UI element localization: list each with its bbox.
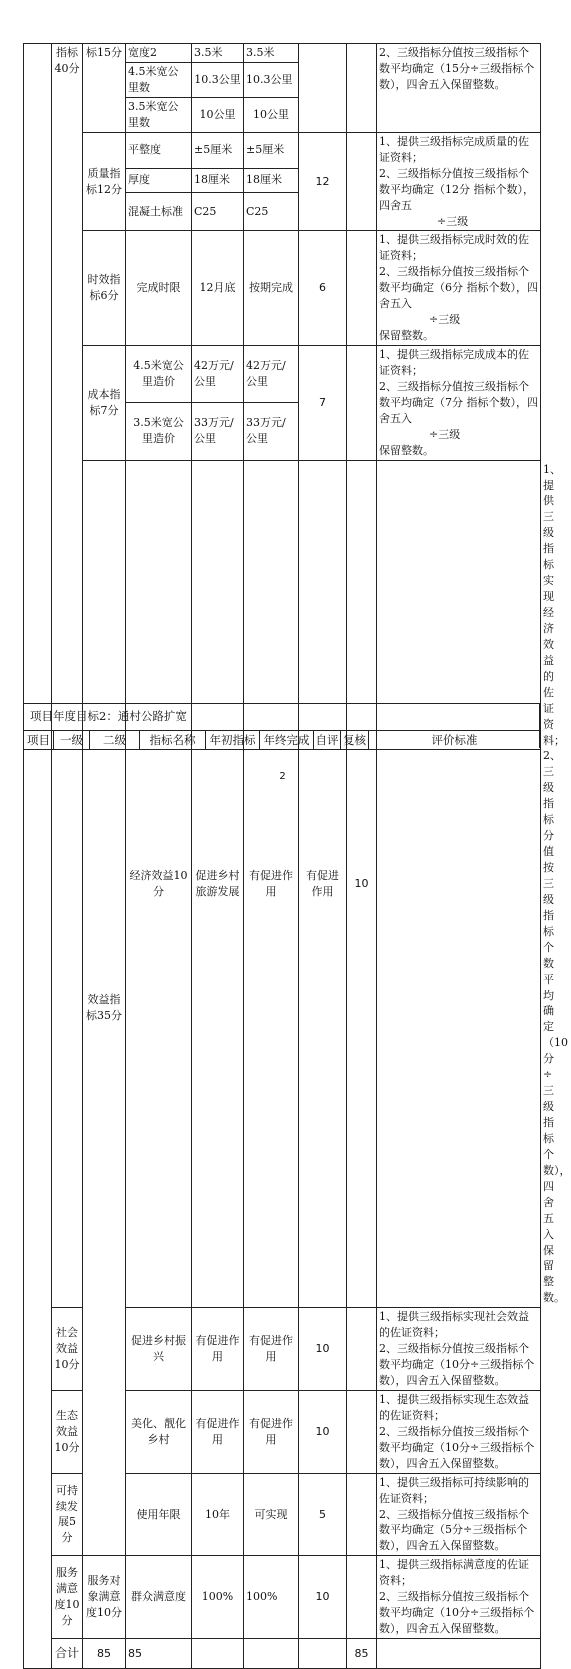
- level2-cell: 服务对象满意度10分: [83, 1556, 126, 1639]
- target-cell: 有促进作用: [244, 460, 299, 1308]
- criteria-line: 2、三级指标分值按三级指标个数平均确定（10分÷三级指标个数），四舍五入保留整数。: [379, 1424, 535, 1470]
- metric-cell: 宽度2: [126, 44, 192, 63]
- selfeval-cell: 6: [299, 231, 347, 346]
- header-row: [24, 731, 541, 750]
- target-cell: 有促进作用: [192, 1308, 244, 1391]
- criteria-line: 1、提供三级指标完成成本的佐证资料；: [379, 348, 529, 377]
- actual-cell: 可实现: [244, 1473, 299, 1556]
- total-score: 85: [347, 1639, 377, 1669]
- criteria-line: 2、三级指标分值按三级指标个数平均确定（7分 指标个数），四舍五入: [379, 379, 538, 425]
- actual-cell: ±5厘米: [244, 132, 299, 168]
- metric-cell: 促进乡村旅游发展: [192, 460, 244, 1308]
- target-cell: 42万元/公里: [192, 346, 244, 403]
- table-row: [24, 132, 541, 168]
- level1-service-cell: 服务满意度10分: [52, 1556, 83, 1639]
- metric-cell: 3.5米宽公里数: [126, 97, 192, 132]
- selfeval-cell: [299, 44, 347, 133]
- header-actual: 年终完成: [260, 731, 314, 750]
- actual-cell: 10.3公里: [244, 62, 299, 97]
- metric-cell: 4.5米宽公里数: [126, 62, 192, 97]
- table-row: [24, 231, 541, 346]
- criteria-line: 1、提供三级指标实现社会效益的佐证资料；: [379, 1310, 529, 1340]
- review-cell: [347, 1308, 377, 1391]
- total-label: 合计: [52, 1639, 83, 1669]
- criteria-line: 1、提供三级指标满意度的佐证资料；: [379, 1558, 529, 1588]
- target-cell: 12月底: [192, 231, 244, 346]
- total-level2: 85: [126, 1639, 192, 1669]
- metric-cell: 厚度: [126, 168, 192, 192]
- actual-cell: 18厘米: [244, 168, 299, 192]
- header-level1: 一级: [54, 731, 90, 750]
- metric-cell: 使用年限: [126, 1473, 192, 1556]
- level2-cell: 成本指标7分: [83, 346, 126, 461]
- table-row: [24, 346, 541, 403]
- selfeval-cell: 7: [299, 346, 347, 461]
- level2-cell: 生态效益10分: [52, 1390, 83, 1473]
- table-row: [24, 1556, 541, 1639]
- table-row: 效益指标35分 经济效益10分 促进乡村旅游发展 有促进作用 有促进作用 10 1、提供三级指标实现经济效益的佐证资料； 2、三级指标分值按三级指标个数平均确定（10分÷三级指标个数），四舍五入保留整数。: [24, 460, 541, 1308]
- empty-cell: [377, 1639, 541, 1669]
- criteria-line: 1、提供三级指标可持续影响的佐证资料；: [379, 1475, 529, 1505]
- criteria-cell: [377, 231, 541, 346]
- header-level2: 二级: [90, 731, 140, 750]
- criteria-cell: [377, 346, 541, 461]
- selfeval-cell: 5: [299, 1473, 347, 1556]
- actual-cell: 10公里: [244, 97, 299, 132]
- actual-cell: 100%: [244, 1556, 299, 1639]
- review-cell: [347, 132, 377, 231]
- criteria-line: ÷三级: [429, 313, 461, 327]
- level2-cell: 质量指标12分: [83, 132, 126, 231]
- review-cell: [347, 1556, 377, 1639]
- metric-cell: 4.5米宽公里造价: [126, 346, 192, 403]
- empty-cell: [192, 1639, 244, 1669]
- selfeval-cell: 10: [299, 1556, 347, 1639]
- header-metric: 指标名称: [140, 731, 206, 750]
- criteria-line: ÷三级: [429, 427, 461, 441]
- selfeval-cell: 10: [299, 1308, 347, 1391]
- actual-cell: 3.5米: [244, 44, 299, 63]
- criteria-line: 1、提供三级指标实现生态效益的佐证资料；: [379, 1392, 529, 1422]
- review-cell: [377, 460, 541, 1308]
- actual-cell: 有促进作用: [244, 1308, 299, 1391]
- actual-cell: 有促进作用: [299, 460, 347, 1308]
- selfeval-cell: 10: [299, 1390, 347, 1473]
- selfeval-cell: 10: [347, 460, 377, 1308]
- target-cell: 10公里: [192, 97, 244, 132]
- criteria-cell: [377, 1390, 541, 1473]
- target-cell: 有促进作用: [192, 1390, 244, 1473]
- criteria-line: 2、三级指标分值按三级指标个数平均确定（5分÷三级指标个数），四舍五入保留整数。: [379, 1507, 529, 1553]
- review-cell: [347, 1390, 377, 1473]
- criteria-cell: [377, 44, 541, 133]
- criteria-line: 2、三级指标分值按三级指标个数平均确定（15分÷三级指标个数），四舍五入保留整数。: [379, 46, 535, 91]
- goal2-header-table: [23, 730, 541, 750]
- criteria-cell: [377, 1473, 541, 1556]
- metric-cell: 促进乡村振兴: [126, 1308, 192, 1391]
- level1-benefit-cell: 效益指标35分: [83, 460, 126, 1556]
- header-selfeval: 自评: [314, 731, 341, 750]
- header-project: 项目: [24, 731, 54, 750]
- criteria-cell: [377, 1308, 541, 1391]
- target-cell: 10.3公里: [192, 62, 244, 97]
- criteria-line: 1、提供三级指标完成质量的佐证资料；: [379, 134, 529, 164]
- target-cell: 3.5米: [192, 44, 244, 63]
- criteria-line: 2、三级指标分值按三级指标个数平均确定（6分 指标个数），四舍五入: [379, 265, 538, 311]
- selfeval-cell: 12: [299, 132, 347, 231]
- target-cell: ±5厘米: [192, 132, 244, 168]
- actual-cell: 33万元/公里: [244, 403, 299, 460]
- criteria-cell: [377, 1556, 541, 1639]
- actual-cell: 按期完成: [244, 231, 299, 346]
- review-cell: [347, 44, 377, 133]
- review-cell: [347, 346, 377, 461]
- empty-cell: [244, 1639, 299, 1669]
- page-number: 2: [279, 771, 286, 782]
- criteria-line: 2、三级指标分值按三级指标个数平均确定（12分 指标个数），四舍五: [379, 166, 534, 212]
- metric-cell: 混凝土标准: [126, 192, 192, 231]
- empty-cell: [299, 1639, 347, 1669]
- level2-cell: 可持续发展5分: [52, 1473, 83, 1556]
- actual-cell: 42万元/公里: [244, 346, 299, 403]
- total-row: [24, 1639, 541, 1669]
- target-cell: 100%: [192, 1556, 244, 1639]
- criteria-line: 保留整数。: [379, 443, 434, 457]
- level2-cell: 经济效益10分: [126, 460, 192, 1308]
- criteria-line: ÷三级: [437, 214, 469, 228]
- target-cell: 33万元/公里: [192, 403, 244, 460]
- criteria-cell: [377, 132, 541, 231]
- header-criteria: 评价标准: [369, 731, 541, 750]
- criteria-line: 2、三级指标分值按三级指标个数平均确定（10分÷三级指标个数），四舍五入保留整数。: [379, 1342, 535, 1387]
- level2-cell: 时效指标6分: [83, 231, 126, 346]
- level2-cell: 标15分: [83, 44, 126, 133]
- header-target: 年初指标: [206, 731, 260, 750]
- criteria-line: 1、提供三级指标完成时效的佐证资料；: [379, 233, 529, 263]
- actual-cell: 有促进作用: [244, 1390, 299, 1473]
- goal2-title: 项目年度目标2：通村公路扩宽: [30, 709, 187, 723]
- total-level1: 85: [83, 1639, 126, 1669]
- criteria-line: 2、三级指标分值按三级指标个数平均确定（10分÷三级指标个数），四舍五入保留整数。: [379, 1590, 535, 1636]
- metric-cell: 3.5米宽公里造价: [126, 403, 192, 460]
- project-cell: [24, 44, 52, 1669]
- metric-cell: 群众满意度: [126, 1556, 192, 1639]
- review-cell: [347, 231, 377, 346]
- header-review: 复核: [341, 731, 369, 750]
- criteria-line: 保留整数。: [379, 329, 434, 343]
- metric-cell: 完成时限: [126, 231, 192, 346]
- metric-cell: 美化、靓化乡村: [126, 1390, 192, 1473]
- target-cell: 10年: [192, 1473, 244, 1556]
- performance-table: [23, 43, 571, 1669]
- target-cell: C25: [192, 192, 244, 231]
- table-row: [24, 44, 541, 63]
- level1-output-cell: 指标40分: [52, 44, 83, 1308]
- metric-cell: 平整度: [126, 132, 192, 168]
- level2-cell: 社会效益10分: [52, 1308, 83, 1391]
- actual-cell: C25: [244, 192, 299, 231]
- review-cell: [347, 1473, 377, 1556]
- target-cell: 18厘米: [192, 168, 244, 192]
